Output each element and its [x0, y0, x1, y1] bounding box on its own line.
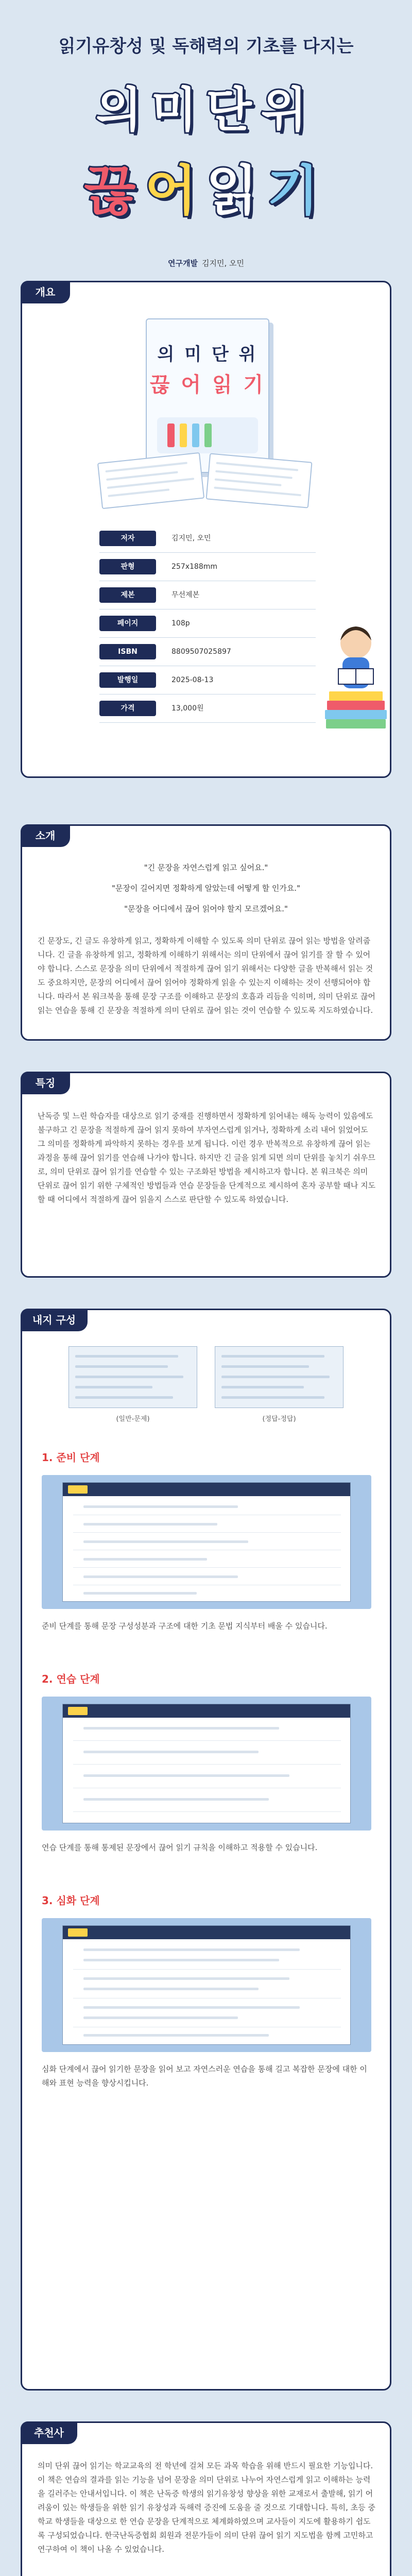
text-line: [83, 1592, 197, 1595]
intro-section-label: 소개: [21, 824, 70, 847]
recommendation-section-label: 추천사: [21, 2421, 77, 2444]
info-key: 가격: [99, 701, 156, 716]
text-line: [83, 2034, 269, 2037]
hero-title-char: 기: [267, 159, 328, 222]
row-divider: [73, 1811, 341, 1812]
text-line: [75, 1376, 183, 1378]
info-key: 판형: [99, 559, 156, 574]
inner-page-spread: [205, 453, 312, 508]
text-line: [214, 486, 301, 496]
hero-title-char: 위: [261, 82, 316, 138]
text-line: [107, 478, 194, 489]
hero-title-char: 단: [206, 82, 261, 138]
text-line: [83, 1988, 259, 1990]
row-divider: [73, 1532, 341, 1533]
open-book-icon: [146, 318, 269, 473]
overview-panel: [21, 281, 391, 778]
intro-quote: "문장이 길어지면 정확하게 알았는데 어떻게 할 인가요.": [112, 884, 300, 893]
info-key: 발행일: [99, 672, 156, 688]
info-row: [99, 553, 316, 581]
stage-description: 연습 단계를 통해 통제된 문장에서 끊어 읽기 규칙을 이해하고 적용할 수 있습니다.: [42, 1843, 318, 1852]
info-row: [99, 524, 316, 553]
info-key: 페이지: [99, 616, 156, 631]
hero-title-line-2: [0, 147, 412, 225]
stage-description: 심화 단계에서 끊어 읽기한 문장을 읽어 보고 자연스러운 연습을 통해 길고 복잡한 문장에 대한 이해와 표현 능력을 향상시킵니다.: [42, 2064, 367, 2088]
text-line: [83, 1948, 300, 1951]
text-line: [75, 1386, 152, 1388]
features-panel: [21, 1072, 391, 1278]
worksheet-page: [62, 1482, 351, 1602]
layout-panel: [21, 1309, 391, 2391]
hero-title-char: 미: [151, 82, 206, 138]
features-section-label: 특징: [21, 1072, 70, 1094]
info-row: [99, 694, 316, 723]
text-line: [83, 1558, 207, 1561]
row-divider: [73, 1969, 341, 1970]
text-line: [221, 1376, 330, 1378]
recommendation-panel: [21, 2421, 391, 2576]
text-line: [221, 1365, 309, 1368]
thumbnail-caption: (정답-정답): [262, 1415, 296, 1423]
worksheet-page: [62, 1704, 351, 1823]
info-row: [99, 666, 316, 694]
text-line: [83, 1977, 289, 1980]
hero-title-char: 의: [96, 82, 151, 138]
row-divider: [73, 1567, 341, 1568]
pencil-icon: [204, 423, 212, 447]
text-line: [215, 478, 282, 486]
worksheet-header: [63, 1704, 350, 1718]
text-line: [83, 1959, 279, 1961]
info-value: 2025-08-13: [171, 676, 214, 684]
hero-header: [0, 0, 412, 289]
stage-title: 2. 연습 단계: [42, 1673, 100, 1685]
sample-page-thumbnail: [215, 1346, 344, 1408]
text-line: [83, 1575, 238, 1578]
intro-panel: [21, 824, 391, 1041]
stage-sample-image: [42, 1475, 371, 1609]
text-line: [83, 1751, 259, 1753]
stage-title: 3. 심화 단계: [42, 1894, 100, 1907]
stage-title: 1. 준비 단계: [42, 1451, 100, 1464]
info-value: 108p: [171, 619, 190, 628]
text-line: [75, 1396, 173, 1399]
author-line: [0, 258, 412, 268]
info-value: 김지민, 오민: [171, 534, 211, 543]
text-line: [83, 1505, 238, 1508]
hero-title-line-1: [0, 72, 412, 140]
info-key: ISBN: [99, 644, 156, 659]
sample-page-thumbnail: [68, 1346, 197, 1408]
info-value: 257x188mm: [171, 563, 218, 571]
pencil-icon: [180, 423, 187, 447]
worksheet-page: [62, 1925, 351, 2045]
text-line: [83, 1774, 289, 1777]
text-line: [108, 488, 169, 497]
info-key: 제본: [99, 587, 156, 603]
features-paragraph: 난독증 및 느린 학습자를 대상으로 읽기 중재를 진행하면서 정확하게 읽어내는 해독 능력이 있음에도 불구하고 긴 문장을 적절하게 끊어 읽지 못하여 부자연스럽게 읽거나, 정확하게 소리 내어 읽었어도 그 의미를 정확하게 파악하지 못하는 경우를 보게 됩니다. 이런 경우 반복적으로 유창하게 끊어 읽는 과정을 통해 끊어 읽기를 연습해 나가야 합니다. 하지만 긴 글을 읽게 되면 의미 단위를 놓치기 쉬우므로, 의미 단위로 끊어 읽기를 연습할 수 있는 구조화된 방법을 제시하고자 합니다. 본 워크북은 의미 단위로 끊어 읽기 위한 구체적인 방법들과 연습 문장들을 단계적으로 제시하여 혼자 공부할 때나 지도할 때 어디에서 적절하게 끊어 읽을지 스스로 판단할 수 있도록 하였습니다.: [38, 1111, 376, 1204]
text-line: [83, 1523, 217, 1526]
text-line: [221, 1396, 324, 1399]
cover-title-2: 끊 어 읽 기: [149, 373, 266, 397]
cover-title-1: 의 미 단 위: [157, 344, 258, 365]
info-row: [99, 581, 316, 609]
text-line: [75, 1355, 178, 1358]
book-cover-image: [99, 318, 316, 504]
worksheet-tag: [68, 1485, 88, 1494]
intro-quote: "문장을 어디에서 끊어 읽어야 할지 모르겠어요.": [124, 904, 288, 913]
worksheet-tag: [68, 1928, 88, 1937]
thumbnail-caption: (일반-문제): [116, 1415, 150, 1423]
text-line: [83, 1727, 279, 1730]
worksheet-header: [63, 1926, 350, 1939]
author-value: 김지민, 오민: [201, 259, 244, 268]
text-line: [83, 2006, 300, 2009]
worksheet-header: [63, 1483, 350, 1496]
cover-illustration: [157, 417, 258, 453]
inner-page-spread: [97, 452, 204, 509]
hero-title: [0, 72, 412, 225]
book-info-table: [99, 524, 316, 723]
stage-sample-image: [42, 1697, 371, 1831]
info-key: 저자: [99, 531, 156, 546]
text-line: [83, 2016, 238, 2019]
info-row: [99, 609, 316, 638]
pencil-icon: [192, 423, 199, 447]
hero-title-char: 읽: [206, 159, 267, 222]
worksheet-tag: [68, 1707, 88, 1715]
intro-quote: "긴 문장을 자연스럽게 읽고 싶어요.": [144, 863, 268, 872]
author-label: 연구개발: [168, 259, 198, 268]
reading-kid-illustration: [320, 591, 392, 746]
text-line: [83, 1798, 269, 1801]
info-row: [99, 638, 316, 666]
text-line: [83, 1540, 248, 1543]
text-line: [216, 462, 299, 471]
info-value: 13,000원: [171, 704, 204, 713]
row-divider: [73, 1740, 341, 1741]
hero-title-char: 끊: [84, 159, 145, 222]
info-value: 8809507025897: [171, 648, 231, 656]
hero-title-char: 어: [145, 159, 206, 222]
layout-section-label: 내지 구성: [21, 1309, 88, 1331]
row-divider: [73, 1764, 341, 1765]
text-line: [221, 1355, 324, 1358]
hero-tagline: 읽기유창성 및 독해력의 기초를 다지는: [58, 36, 354, 57]
stage-description: 준비 단계를 통해 문장 구성성분과 구조에 대한 기초 문법 지식부터 배울 수 있습니다.: [42, 1621, 328, 1631]
text-line: [221, 1386, 304, 1388]
info-value: 무선제본: [171, 591, 200, 599]
text-line: [215, 470, 293, 479]
recommendation-paragraph: 의미 단위 끊어 읽기는 학교교육의 전 학년에 걸쳐 모든 과목 학습을 위해 반드시 필요한 기능입니다. 이 책은 연습의 결과를 읽는 기능을 넘어 문장을 의미 단위로 나누어 자연스럽게 읽고 이해하는 능력을 길러주는 안내서입니다. 이 책은 난독증 학생의 읽기유창성 향상을 위한 교재로서 출발해, 읽기 어려움이 있는 학생들을 위한 읽기 유창성과 독해력 증진에 도움을 줄 것으로 기대합니다. 특히, 초등 중학교 학생들을 대상으로 한 연습 문장을 단계적으로 체계화하였으며 교사들이 지도에 활용하기 쉽도록 구성되었습니다. 한국난독증협회 회원과 전문가들이 의미 단위 끊어 읽기 지도법을 함께 고민하고 연구하여 이 책이 나올 수 있었습니다.: [38, 2461, 375, 2554]
overview-section-label: 개요: [21, 281, 70, 303]
stage-sample-image: [42, 1918, 371, 2052]
pencil-icon: [167, 423, 175, 447]
text-line: [75, 1365, 168, 1368]
intro-paragraph: 긴 문장도, 긴 글도 유창하게 읽고, 정확하게 이해할 수 있도록 의미 단위로 끊어 읽는 방법을 알려줍니다. 긴 글을 유창하게 읽고, 정확하게 이해하기 위해서는 의미 단위에서 끊어 읽기를 잘 할 수 있어야 합니다. 스스로 문장을 의미 단위에서 적절하게 끊어 읽기 위해서는 다양한 글을 반복해서 읽는 것도 중요하지만, 문장의 어디에서 끊어 읽어야 정확하게 읽을 수 있는지 이해하는 것이 선행되어야 합니다. 따라서 본 워크북을 통해 문장 구조를 이해하고 문장의 호흡과 리듬을 익히며, 의미 단위로 끊어 읽는 연습을 통해 긴 문장을 적절하게 의미 단위로 끊어 읽는 것이 연습할 수 있도록 지도하였습니다.: [38, 936, 375, 1015]
text-line: [106, 471, 178, 481]
